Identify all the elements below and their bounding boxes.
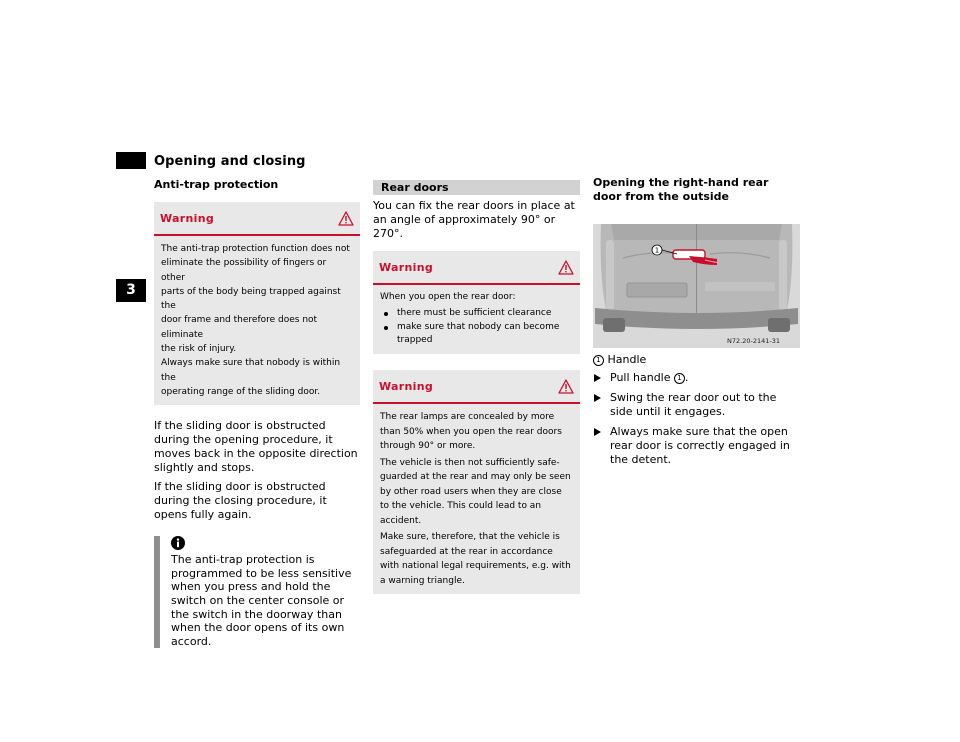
warning-title: Warning: [160, 211, 214, 225]
column-rear-doors: [373, 180, 580, 594]
legend-label: Handle: [607, 353, 647, 366]
paragraph: If the sliding door is obstructed during the opening procedure, it moves back in the opposite direction slightly and stops.: [154, 419, 358, 475]
warning-paragraph: Make sure, therefore, that the vehicle is safeguarded at the rear in accordance with national legal requirements, e.g. with a warning triangle.: [380, 532, 571, 586]
warning-body: [373, 404, 580, 594]
warning-paragraph: The rear lamps are concealed by more than 50% when you open the rear doors through 90° or more.: [380, 412, 562, 451]
rear-door-illustration: [593, 210, 800, 348]
warning-box-rear-lamps: [373, 370, 580, 594]
warning-bullet-list: [380, 307, 572, 347]
paragraph: If the sliding door is obstructed during the closing procedure, it opens fully again.: [154, 480, 327, 522]
section-bar-rear-doors: Rear doors: [373, 180, 580, 195]
bullet-arrow-icon: [594, 394, 601, 402]
warning-box-rear-door-clearance: [373, 251, 580, 354]
section-title: Opening and closing: [154, 154, 306, 169]
info-text: The anti-trap protection is programmed to be less sensitive when you press and hold the switch on the center console or the switch in the doorway than when the door opens of its own accord.: [171, 553, 352, 648]
warning-body: [154, 236, 360, 405]
info-icon: [171, 536, 185, 550]
rear-doors-intro: You can fix the rear doors in place at an angle of approximately 90° or 270°.: [373, 199, 575, 240]
legend: [593, 353, 800, 367]
info-side-bar: [154, 536, 160, 648]
header-tab-marker: [116, 152, 146, 169]
step-item: [593, 425, 800, 467]
bullet-item: make sure that nobody can become trapped: [380, 321, 572, 346]
anti-trap-body: [154, 419, 360, 522]
warning-line: parts of the body being trapped against the: [161, 286, 341, 312]
warning-line: eliminate the possibility of fingers or other: [161, 258, 327, 283]
step-item: [593, 371, 800, 385]
step-list: [593, 371, 800, 467]
warning-paragraph: The vehicle is then not sufficiently safe-guarded at the rear and may only be seen by other road users when they are close to the vehicle. This could lead to an accident.: [380, 457, 571, 526]
step-text: Swing the rear door out to the side until it engages.: [610, 391, 777, 418]
van-rear-illustration: [593, 210, 800, 348]
step-reference-number: 1: [674, 373, 685, 384]
warning-line: The anti-trap protection function does not: [161, 244, 350, 254]
subhead-anti-trap: Anti-trap protection: [154, 178, 279, 191]
figure-code: N72.20-2141-31: [727, 337, 780, 345]
warning-triangle-icon: [338, 211, 354, 226]
warning-line: door frame and therefore does not eliminate: [161, 315, 318, 340]
warning-title: Warning: [379, 260, 433, 274]
step-item: [593, 391, 800, 419]
warning-box-anti-trap: [154, 202, 360, 405]
figure-callout-number: 1: [654, 246, 660, 255]
chapter-tab: 3: [116, 279, 146, 302]
warning-body: [373, 285, 580, 354]
step-suffix: .: [685, 371, 689, 384]
warning-line: Always make sure that nobody is within the: [161, 358, 341, 383]
warning-line: the risk of injury.: [161, 344, 237, 355]
warning-line: operating range of the sliding door.: [161, 386, 321, 397]
bullet-item: there must be sufficient clearance: [380, 307, 572, 320]
warning-title: Warning: [379, 379, 433, 393]
warning-triangle-icon: [558, 260, 574, 275]
bullet-arrow-icon: [594, 374, 601, 382]
info-note: [154, 536, 360, 648]
step-text: Pull handle: [610, 371, 671, 384]
step-text: Always make sure that the open rear door is correctly engaged in the detent.: [610, 425, 790, 466]
column-open-rear-door: [593, 176, 800, 473]
legend-number: 1: [593, 355, 604, 366]
warning-header: [373, 370, 580, 404]
warning-header: [154, 202, 360, 236]
warning-lead: When you open the rear door:: [380, 292, 516, 302]
bullet-arrow-icon: [594, 428, 601, 436]
warning-header: [373, 251, 580, 285]
warning-triangle-icon: [558, 379, 574, 394]
column-anti-trap: [154, 178, 360, 648]
subhead-open-rear-door: Opening the right-hand rear door from the outside: [593, 176, 769, 203]
